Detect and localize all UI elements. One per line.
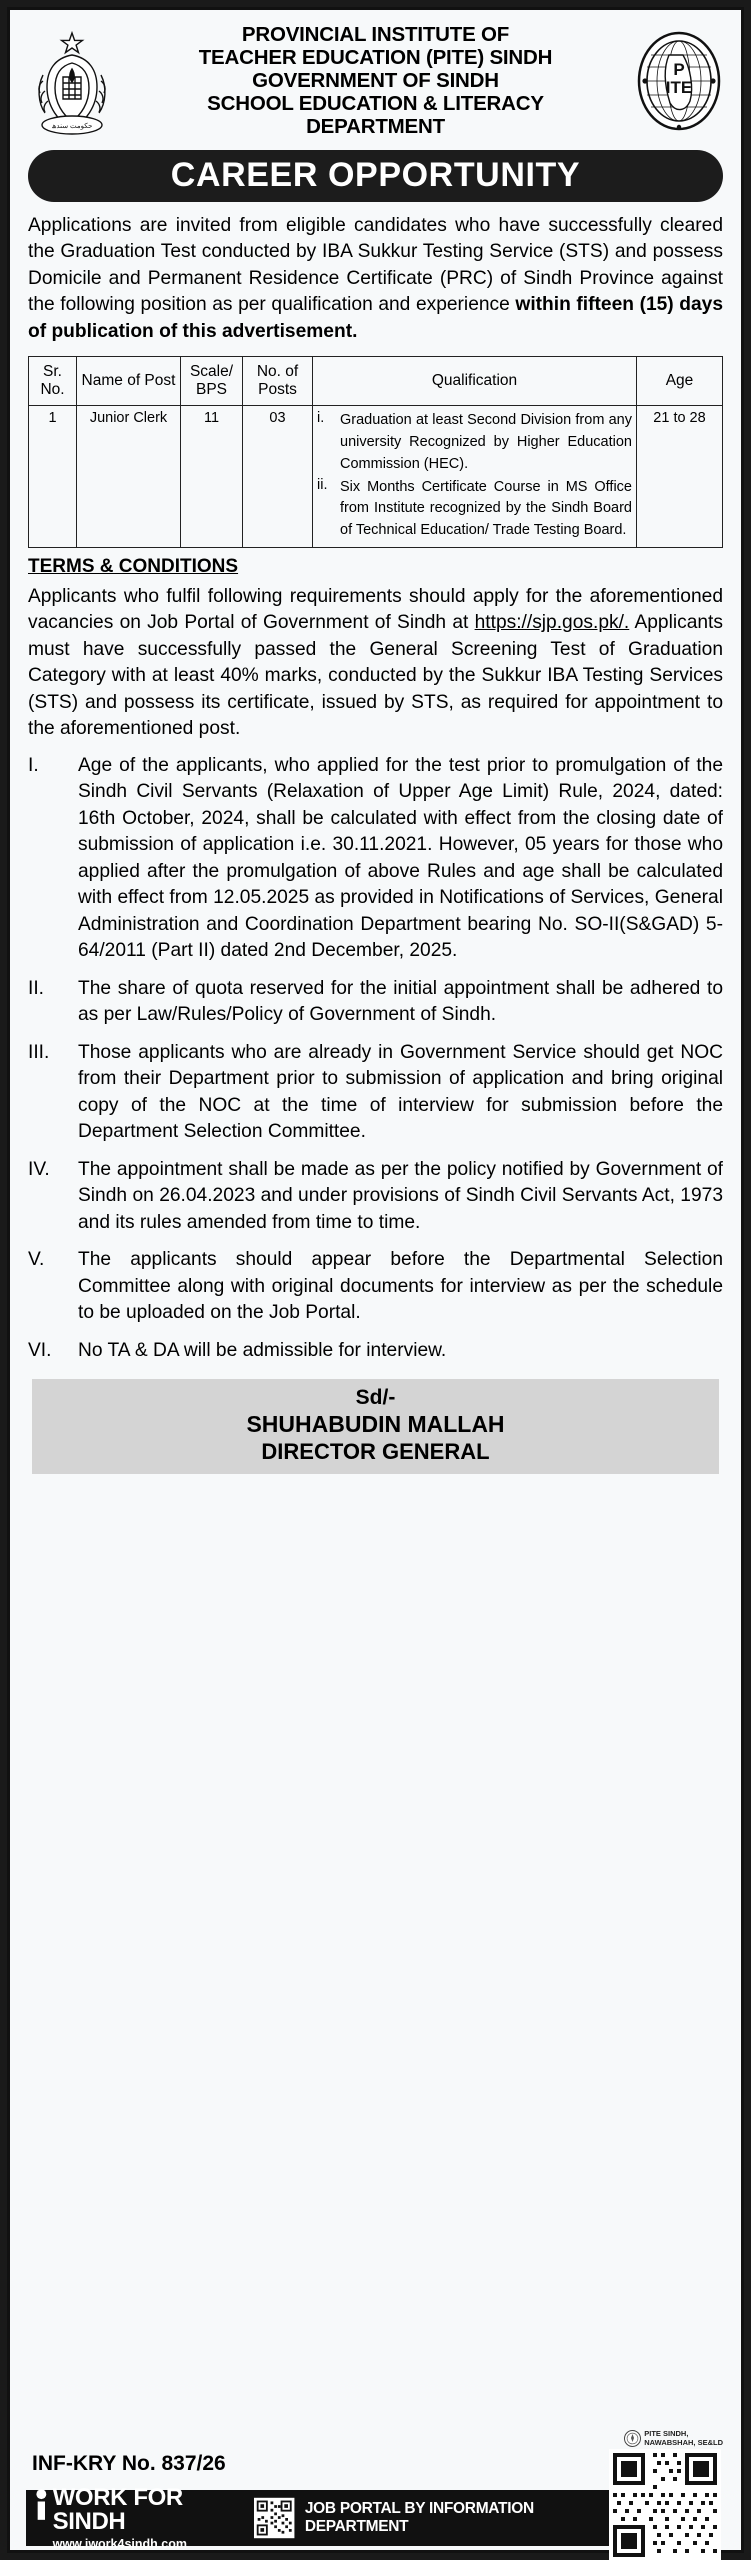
banner-title: CAREER OPPORTUNITY	[170, 156, 581, 195]
qualification-marker: i.	[317, 410, 325, 427]
signature-sd: Sd/-	[355, 1386, 396, 1410]
clause-number: III.	[28, 1041, 50, 1063]
cell-scale: 11	[181, 406, 243, 548]
job-portal-link[interactable]: https://sjp.gos.pk/.	[474, 612, 630, 634]
person-icon	[34, 2486, 49, 2528]
cell-age: 21 to 28	[637, 406, 723, 548]
svg-text:ITE: ITE	[665, 78, 693, 98]
qualification-text: Graduation at least Second Division from any university Recognized by Higher Education Commission (HEC).	[340, 412, 632, 472]
institute-title-block	[118, 24, 633, 139]
pite-logo-text: P	[673, 60, 685, 80]
clause-number: I.	[28, 754, 39, 776]
career-opportunity-banner	[28, 150, 723, 202]
clause-text: The appointment shall be made as per the policy notified by Government of Sindh on 26.04.2023 and under provisions of Sindh Civil Servants Act, 1973 and its rules amended from time to time.	[78, 1158, 723, 1233]
col-sr-no: Sr. No.	[29, 357, 77, 406]
iwork-url[interactable]: www.iwork4sindh.com	[52, 2536, 187, 2551]
seal-and-qr	[609, 2430, 723, 2561]
official-seal-icon	[624, 2430, 641, 2447]
government-crest-icon	[26, 25, 118, 137]
cell-no-posts: 03	[243, 406, 313, 548]
signature-block	[32, 1379, 719, 1474]
posts-table	[28, 356, 723, 548]
col-name-of-post: Name of Post	[77, 357, 181, 406]
clause-item	[28, 1040, 723, 1146]
advertisement-page	[7, 7, 744, 2553]
terms-intro-text-2: Applicants must have successfully passed the General Screening Test of Graduation Category with at least 40% marks, conducted by the Sukkur IBA Testing Services (STS) and possess its certificate, issued by STS, as required for appointment to the aforementioned post.	[28, 612, 723, 740]
signatory-name: SHUHABUDIN MALLAH	[246, 1411, 505, 1438]
qr-code[interactable]	[609, 2449, 721, 2561]
clause-item	[28, 1157, 723, 1237]
table-row	[29, 406, 723, 548]
col-age: Age	[637, 357, 723, 406]
clause-item	[28, 753, 723, 965]
iwork-title: WORK FOR SINDH	[52, 2483, 183, 2535]
inf-number: INF-KRY No. 837/26	[32, 2452, 226, 2475]
intro-paragraph	[24, 213, 727, 346]
iwork-brand	[34, 2483, 244, 2551]
seal-line-2: NAWABSHAH, SE&LD	[644, 2437, 723, 2447]
intro-text: Applications are invited from eligible candidates who have successfully cleared the Graduation Test conducted by IBA Sukkur Testing Service (STS) and possess Domicile and Permanent Residence Certificate (PRC) of Sindh Province against the following position as per qualification and experience	[28, 214, 723, 316]
qualification-item	[317, 477, 632, 542]
seal-line-1: PITE SINDH,	[644, 2429, 689, 2438]
svg-text:حکومت سندھ: حکومت سندھ	[51, 123, 93, 131]
clause-text: No TA & DA will be admissible for interview.	[78, 1339, 447, 1361]
clause-text: Those applicants who are already in Government Service should get NOC from their Department prior to submission of application and bring original copy of the NOC at the time of interview for submission before the Department Selection Committee.	[78, 1041, 723, 1143]
cell-sr-no: 1	[29, 406, 77, 548]
pite-logo-icon	[633, 29, 725, 133]
clause-item	[28, 1247, 723, 1327]
signatory-title: DIRECTOR GENERAL	[261, 1439, 490, 1465]
title-line-4: SCHOOL EDUCATION & LITERACY	[207, 91, 544, 115]
clause-number: II.	[28, 977, 44, 999]
clause-number: V.	[28, 1249, 45, 1271]
title-line-3: GOVERNMENT OF SINDH	[252, 68, 499, 92]
footer	[24, 2429, 727, 2551]
clause-number: VI.	[28, 1339, 52, 1361]
qualification-text: Six Months Certificate Course in MS Office from Institute recognized by the Sindh Board of Technical Education/ Trade Testing Board.	[340, 478, 632, 539]
clause-item	[28, 976, 723, 1029]
job-portal-caption: JOB PORTAL BY INFORMATION DEPARTMENT	[304, 2500, 534, 2535]
terms-heading: TERMS & CONDITIONS	[28, 555, 239, 577]
letterhead	[24, 20, 727, 141]
col-scale-bps: Scale/ BPS	[181, 357, 243, 406]
table-header-row	[29, 357, 723, 406]
clause-item	[28, 1338, 723, 1365]
terms-clause-list	[24, 753, 727, 1376]
qualification-marker: ii.	[317, 476, 328, 493]
col-no-of-posts: No. of Posts	[243, 357, 313, 406]
intro-deadline: within fifteen (15) days of publication of this advertisement.	[28, 294, 724, 342]
small-qr-code-icon[interactable]	[254, 2496, 294, 2540]
title-line-5: DEPARTMENT	[306, 114, 445, 138]
clause-number: IV.	[28, 1158, 50, 1180]
clause-text: The applicants should appear before the Departmental Selection Committee along with original documents for interview as per the schedule to be uploaded on the Job Portal.	[78, 1249, 723, 1324]
terms-intro-paragraph	[24, 584, 727, 743]
title-line-2: TEACHER EDUCATION (PITE) SINDH	[198, 45, 553, 69]
clause-text: The share of quota reserved for the initial appointment shall be adhered to as per Law/Rules/Policy of Government of Sindh.	[78, 977, 723, 1026]
cell-post-name: Junior Clerk	[77, 406, 181, 548]
col-qualification: Qualification	[313, 357, 637, 406]
qualification-item	[317, 410, 632, 475]
clause-text: Age of the applicants, who applied for the test prior to promulgation of the Sindh Civil Servants (Relaxation of Upper Age Limit) Rule, 2024, dated: 16th October, 2024, shall be calculated with effect from the closing date of submission of application i.e. 30.11.2021. However, 05 years for those who applied after the promulgation of above Rules and age shall be calculated with effect from 12.05.2025 as provided in Notifications of Services, General Administration and Coordination Department bearing No. SO-II(S&GAD) 5-64/2011 (Part II) dated 2nd December, 2025.	[78, 754, 723, 962]
terms-intro-text-1: Applicants who fulfil following requirements should apply for the aforementioned vacancies on Job Portal of Government of Sindh at	[28, 585, 723, 634]
title-line-1: PROVINCIAL INSTITUTE OF	[241, 23, 510, 46]
cell-qualification	[313, 406, 637, 548]
brand-bar	[26, 2483, 622, 2551]
